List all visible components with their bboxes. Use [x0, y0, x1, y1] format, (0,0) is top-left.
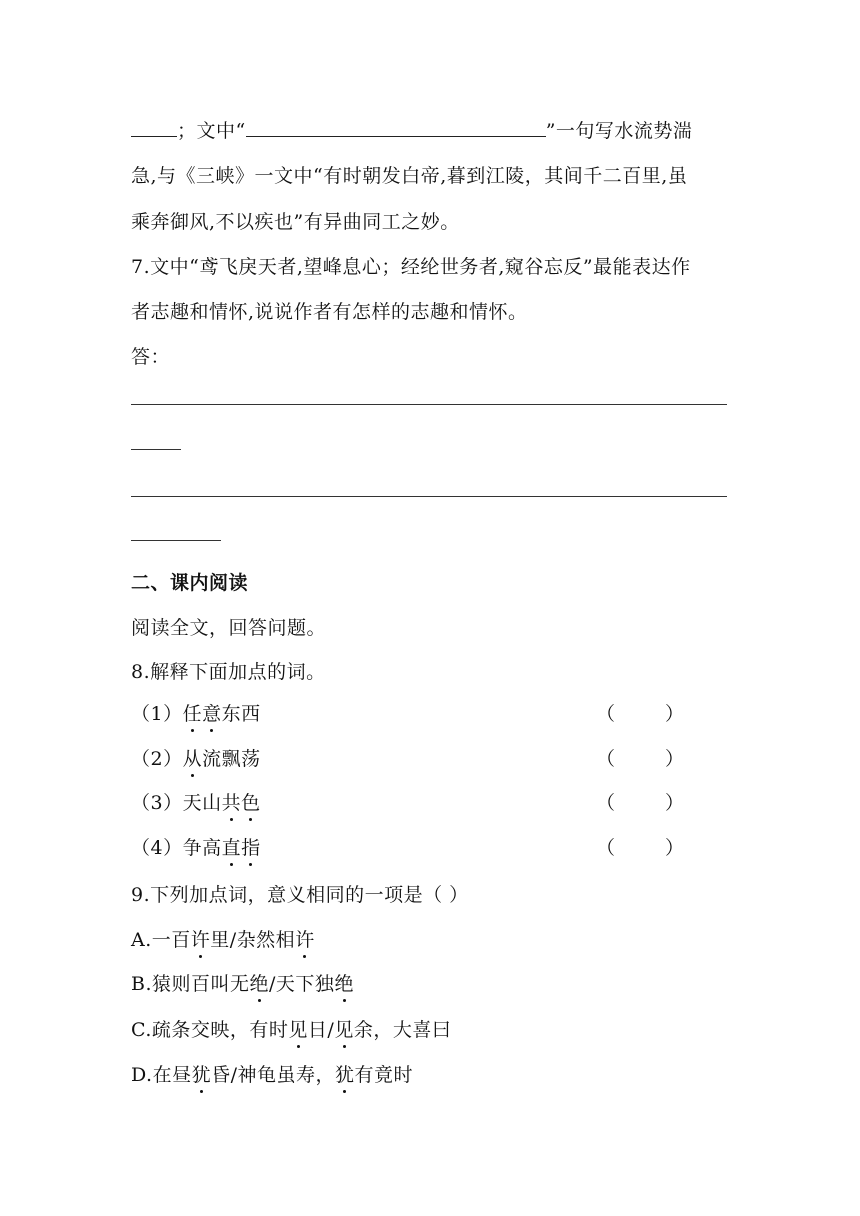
question-8-item: （4）争高直指 — [131, 833, 261, 860]
section-instruction: 阅读全文，回答问题。 — [131, 617, 327, 639]
answer-label: 答： — [131, 346, 171, 368]
dotted-word — [183, 703, 222, 725]
quote-blank[interactable] — [246, 118, 546, 137]
question-7-text: 7.文中“鸢飞戾天者,望峰息心；经纶世务者,窥谷忘反”最能表达作 — [131, 256, 691, 278]
dotted-char: 色 — [241, 788, 261, 815]
dotted-word: 许 — [295, 925, 315, 952]
dotted-word — [222, 792, 261, 814]
continuation-line: 急,与《三峡》一文中“有时朝发白帝,暮到江陵，其间千二百里,虽 — [131, 165, 688, 187]
answer-parentheses[interactable]: （ ） — [596, 748, 685, 770]
continuation-line: 乘奔御风,不以疾也”有异曲同工之妙。 — [131, 211, 460, 233]
dotted-word: 见 — [334, 1015, 354, 1042]
dotted-word: 犹 — [335, 1060, 355, 1087]
dotted-char: 直 — [222, 833, 242, 860]
question-8-item: （1）任意东西 — [131, 699, 261, 726]
answer-line[interactable] — [131, 404, 727, 405]
dotted-char: 指 — [241, 833, 261, 860]
fill-blank-line: ；文中“ ”一句写水流势湍 — [131, 116, 692, 143]
section-heading: 二、课内阅读 — [131, 572, 249, 594]
answer-blank[interactable] — [131, 118, 177, 137]
dotted-char: 意 — [202, 699, 222, 726]
answer-parentheses[interactable]: （ ） — [596, 703, 685, 725]
dotted-word: 从 — [183, 744, 203, 771]
answer-parentheses[interactable]: （ ） — [596, 792, 685, 814]
question-8-stem: 8.解释下面加点的词。 — [131, 661, 326, 683]
dotted-word: 犹 — [192, 1060, 212, 1087]
answer-line[interactable] — [131, 540, 221, 541]
dotted-word: 许 — [191, 925, 211, 952]
option-d[interactable]: D.在昼犹昏/神龟虽寿，犹有竟时 — [131, 1060, 413, 1087]
dotted-char: 共 — [222, 788, 242, 815]
dotted-word: 见 — [288, 1015, 308, 1042]
answer-line[interactable] — [131, 496, 727, 497]
question-8-item: （3）天山共色 — [131, 788, 261, 815]
dotted-word — [222, 837, 261, 859]
option-b[interactable]: B.猿则百叫无绝/天下独绝 — [131, 969, 354, 996]
question-8-item: （2）从流飘荡 — [131, 744, 261, 771]
dotted-word: 绝 — [334, 969, 354, 996]
dotted-word: 绝 — [250, 969, 270, 996]
question-9-stem: 9.下列加点词，意义相同的一项是（ ） — [131, 884, 469, 906]
question-7-text: 者志趣和情怀,说说作者有怎样的志趣和情怀。 — [131, 301, 528, 323]
answer-line[interactable] — [131, 449, 181, 450]
option-a[interactable]: A.一百许里/杂然相许 — [131, 925, 315, 952]
option-c[interactable]: C.疏条交映，有时见日/见余，大喜曰 — [131, 1015, 451, 1042]
dotted-char: 任 — [183, 699, 203, 726]
answer-parentheses[interactable]: （ ） — [596, 837, 685, 859]
